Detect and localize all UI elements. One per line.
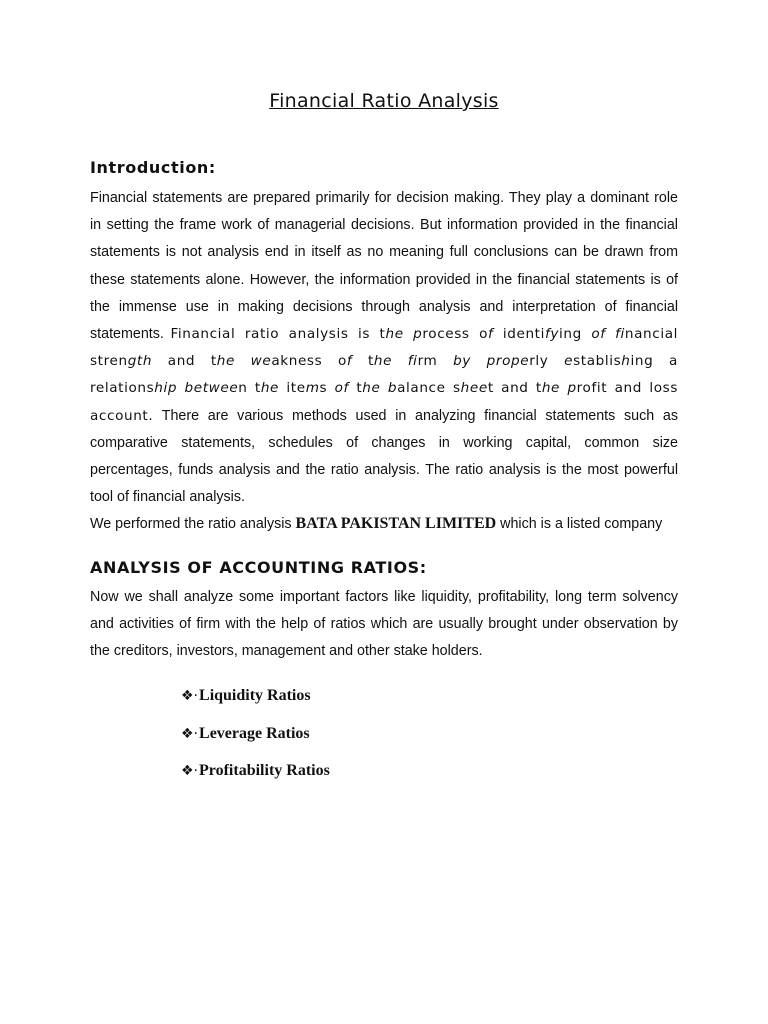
definition-fragment: f: [488, 326, 494, 343]
definition-fragment: t and t: [487, 380, 542, 397]
definition-fragment: p: [567, 380, 577, 397]
definition-fragment: and t: [152, 353, 217, 370]
definition-fragment: he we: [216, 353, 272, 370]
definition-fragment: nancial stren: [90, 326, 679, 370]
definition-fragment: stablis: [573, 353, 622, 370]
definition-fragment: ing: [559, 326, 592, 343]
intro-text: Financial statements are prepared primarily for decision making. They play a dominant role in setting the frame work of managerial decisions. But information provided in the financial statements is not analysis end in itself as no meaning full conclusions can be drawn from these statements alone. However, the information provided in the financial statements is of the immense use in making decisions through analysis and interpretation of financial statements.: [90, 190, 678, 343]
definition-fragment: rope: [495, 353, 530, 370]
definition-fragment: by p: [453, 353, 496, 370]
introduction-paragraph: [90, 185, 678, 511]
definition-fragment: s: [319, 380, 335, 397]
definition-fragment: gth: [127, 353, 153, 370]
definition-fragment: identi: [493, 326, 545, 343]
definition-fragment: he: [541, 380, 561, 397]
ratio-list-item: [181, 722, 330, 760]
definition-fragment: rly: [529, 353, 565, 370]
four-diamond-bullet-icon: ❖·: [181, 688, 199, 704]
definition-fragment: of: [334, 380, 349, 397]
ratio-item-label: Leverage Ratios: [199, 724, 310, 742]
ratio-list-item: [181, 684, 330, 722]
definition-fragment: he b: [362, 380, 398, 397]
definition-fragment: hip betwee: [154, 380, 239, 397]
ratio-item-label: Liquidity Ratios: [199, 687, 311, 704]
definition-fragment: n t: [238, 380, 261, 397]
definition-fragment: e: [564, 353, 574, 370]
definition-fragment: akness o: [271, 353, 347, 370]
definition-fragment: he p: [385, 326, 423, 343]
definition-fragment: t: [352, 353, 374, 370]
ratio-item-label: Profitability Ratios: [199, 762, 330, 779]
definition-fragment: t: [348, 380, 363, 397]
four-diamond-bullet-icon: ❖·: [181, 763, 199, 779]
ratio-list: [181, 684, 330, 797]
definition-fragment: ite: [279, 380, 306, 397]
definition-fragment: m: [305, 380, 320, 397]
four-diamond-bullet-icon: ❖·: [181, 725, 199, 742]
definition-fragment: h: [621, 353, 631, 370]
company-statement: [90, 516, 678, 532]
definition-fragment: of fi: [591, 326, 625, 343]
analysis-heading: ANALYSIS OF ACCOUNTING RATIOS:: [90, 558, 427, 577]
ratio-list-item: [181, 759, 330, 797]
definition-fragment: he: [260, 380, 280, 397]
company-statement-prefix: We performed the ratio analysis: [90, 516, 296, 532]
intro-methods-text: There are various methods used in analyzing financial statements such as comparative statements, schedules of changes in working capital, common size percentages, funds analysis and the ratio analysis. The ratio analysis is the most powerful tool of financial analysis.: [90, 407, 678, 506]
definition-fragment: rofit and loss account.: [90, 380, 678, 424]
definition-fragment: f: [346, 353, 353, 370]
definition-fragment: rm: [417, 353, 454, 370]
introduction-heading: Introduction:: [90, 158, 216, 177]
company-name: BATA PAKISTAN LIMITED: [295, 515, 497, 532]
analysis-paragraph: Now we shall analyze some important factors like liquidity, profitability, long term solvency and activities of firm with the help of ratios which are usually brought under observation by the creditors, investors, management and other stake holders.: [90, 589, 678, 660]
definition-fragment: ing a relations: [90, 353, 678, 397]
definition-fragment: hee: [460, 380, 488, 397]
page-title: Financial Ratio Analysis: [269, 90, 499, 112]
definition-fragment: alance s: [397, 380, 461, 397]
definition-fragment: fy: [544, 326, 560, 343]
definition-fragment: rocess o: [422, 326, 489, 343]
definition-fragment: he fi: [373, 353, 418, 370]
company-statement-suffix: which is a listed company: [496, 516, 663, 532]
definition-fragment: Financial ratio analysis is t: [170, 326, 386, 343]
